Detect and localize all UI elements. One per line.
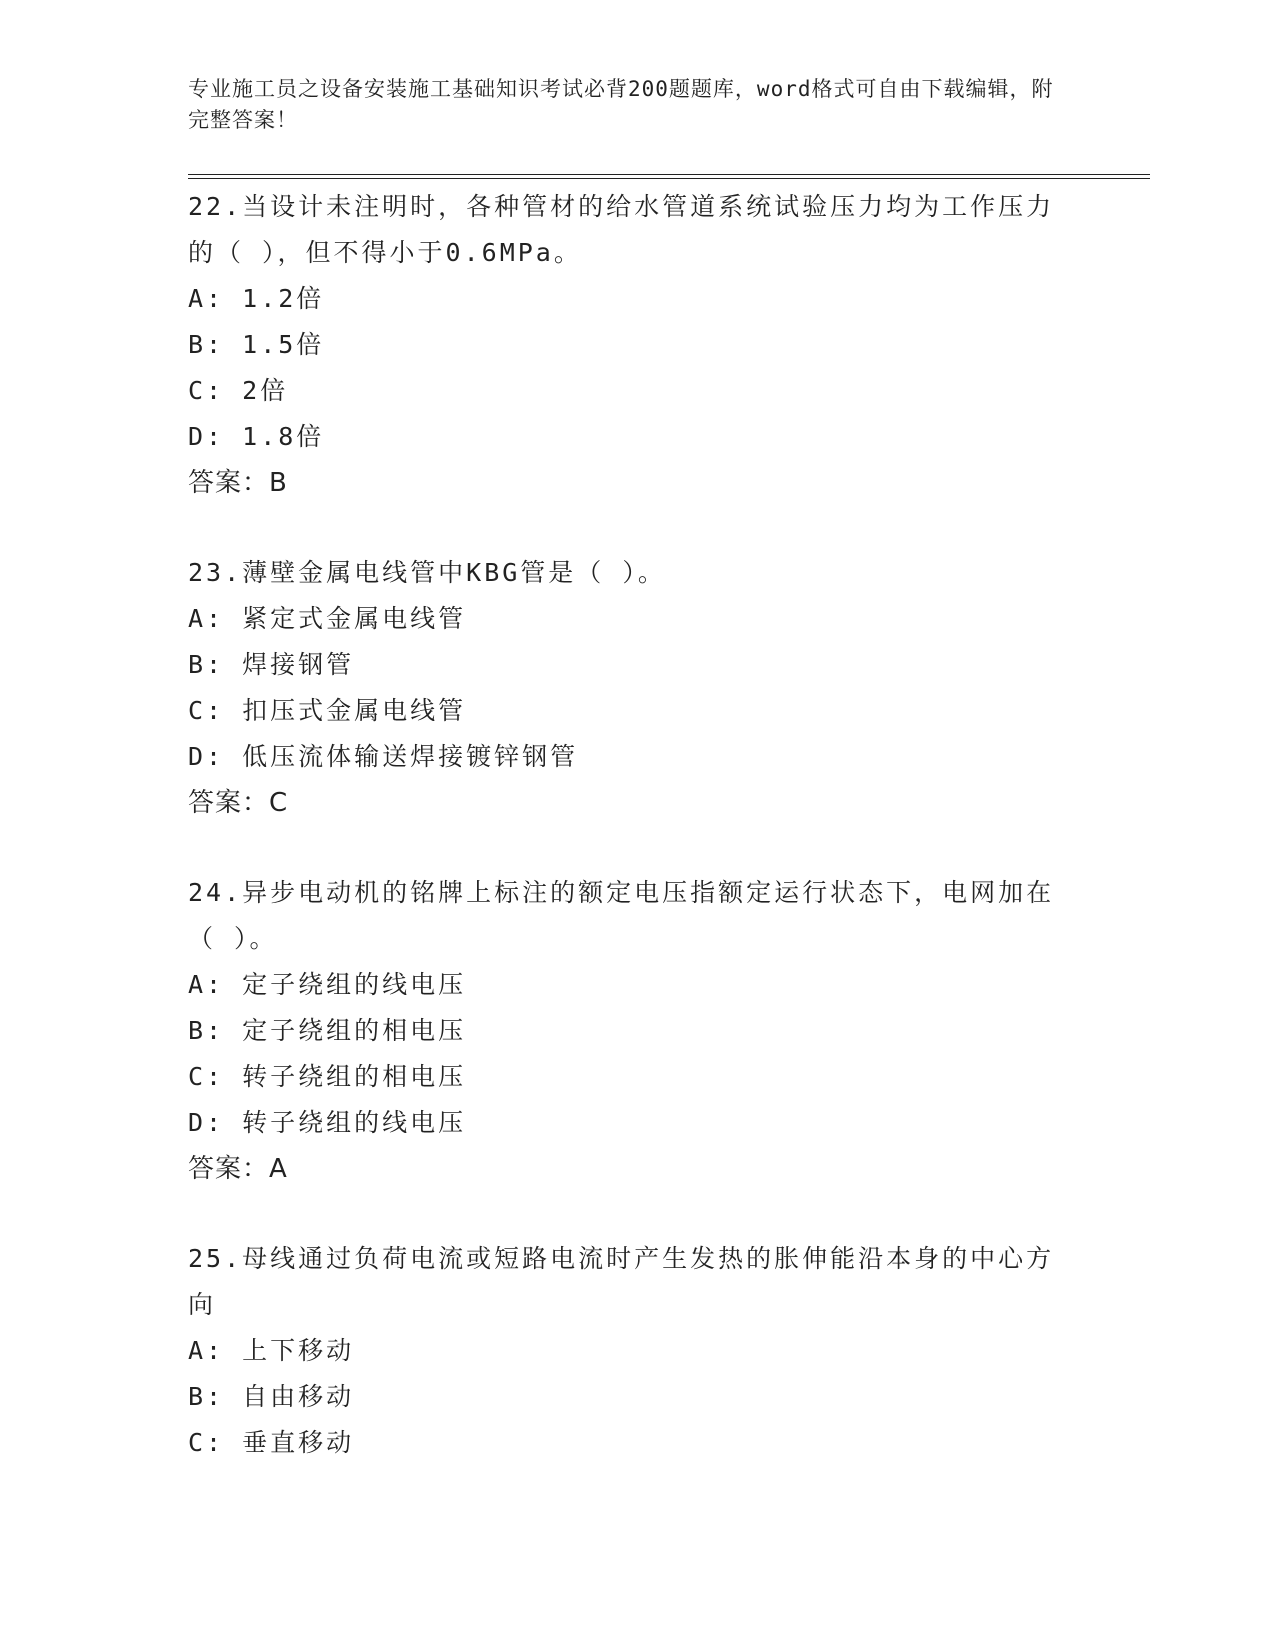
question-stem: 25.母线通过负荷电流或短路电流时产生发热的胀伸能沿本身的中心方向 <box>188 1244 1055 1319</box>
option-a: A: 上下移动 <box>188 1336 355 1365</box>
document-page <box>188 74 1150 1466</box>
option-d: D: 低压流体输送焊接镀锌钢管 <box>188 742 579 771</box>
spacer <box>188 1192 1150 1236</box>
spacer <box>188 506 1150 550</box>
option-d: D: 转子绕组的线电压 <box>188 1108 467 1137</box>
option-b: B: 定子绕组的相电压 <box>188 1016 467 1045</box>
option-d: D: 1.8倍 <box>188 422 325 451</box>
option-a: A: 定子绕组的线电压 <box>188 970 467 999</box>
spacer <box>188 826 1150 870</box>
question-stem: 22.当设计未注明时，各种管材的给水管道系统试验压力均为工作压力的（ ），但不得小于0.6MPa。 <box>188 192 1055 267</box>
header-divider <box>188 174 1150 179</box>
option-c: C: 扣压式金属电线管 <box>188 696 467 725</box>
question-stem: 24.异步电动机的铭牌上标注的额定电压指额定运行状态下，电网加在（ ）。 <box>188 878 1055 953</box>
question-22 <box>188 184 1150 506</box>
option-b: B: 自由移动 <box>188 1382 355 1411</box>
answer: 答案：A <box>188 1154 288 1184</box>
option-a: A: 紧定式金属电线管 <box>188 604 467 633</box>
document-header: 专业施工员之设备安装施工基础知识考试必背200题题库，word格式可自由下载编辑，附完整答案！ <box>188 77 1054 132</box>
question-25 <box>188 1236 1150 1466</box>
option-b: B: 1.5倍 <box>188 330 325 359</box>
option-c: C: 垂直移动 <box>188 1428 355 1457</box>
answer: 答案：B <box>188 468 288 498</box>
option-a: A: 1.2倍 <box>188 284 325 313</box>
question-stem: 23.薄壁金属电线管中KBG管是（ ）。 <box>188 558 666 587</box>
question-24 <box>188 870 1150 1192</box>
option-c: C: 转子绕组的相电压 <box>188 1062 467 1091</box>
option-c: C: 2倍 <box>188 376 289 405</box>
option-b: B: 焊接钢管 <box>188 650 355 679</box>
question-23 <box>188 550 1150 826</box>
answer: 答案：C <box>188 788 289 818</box>
